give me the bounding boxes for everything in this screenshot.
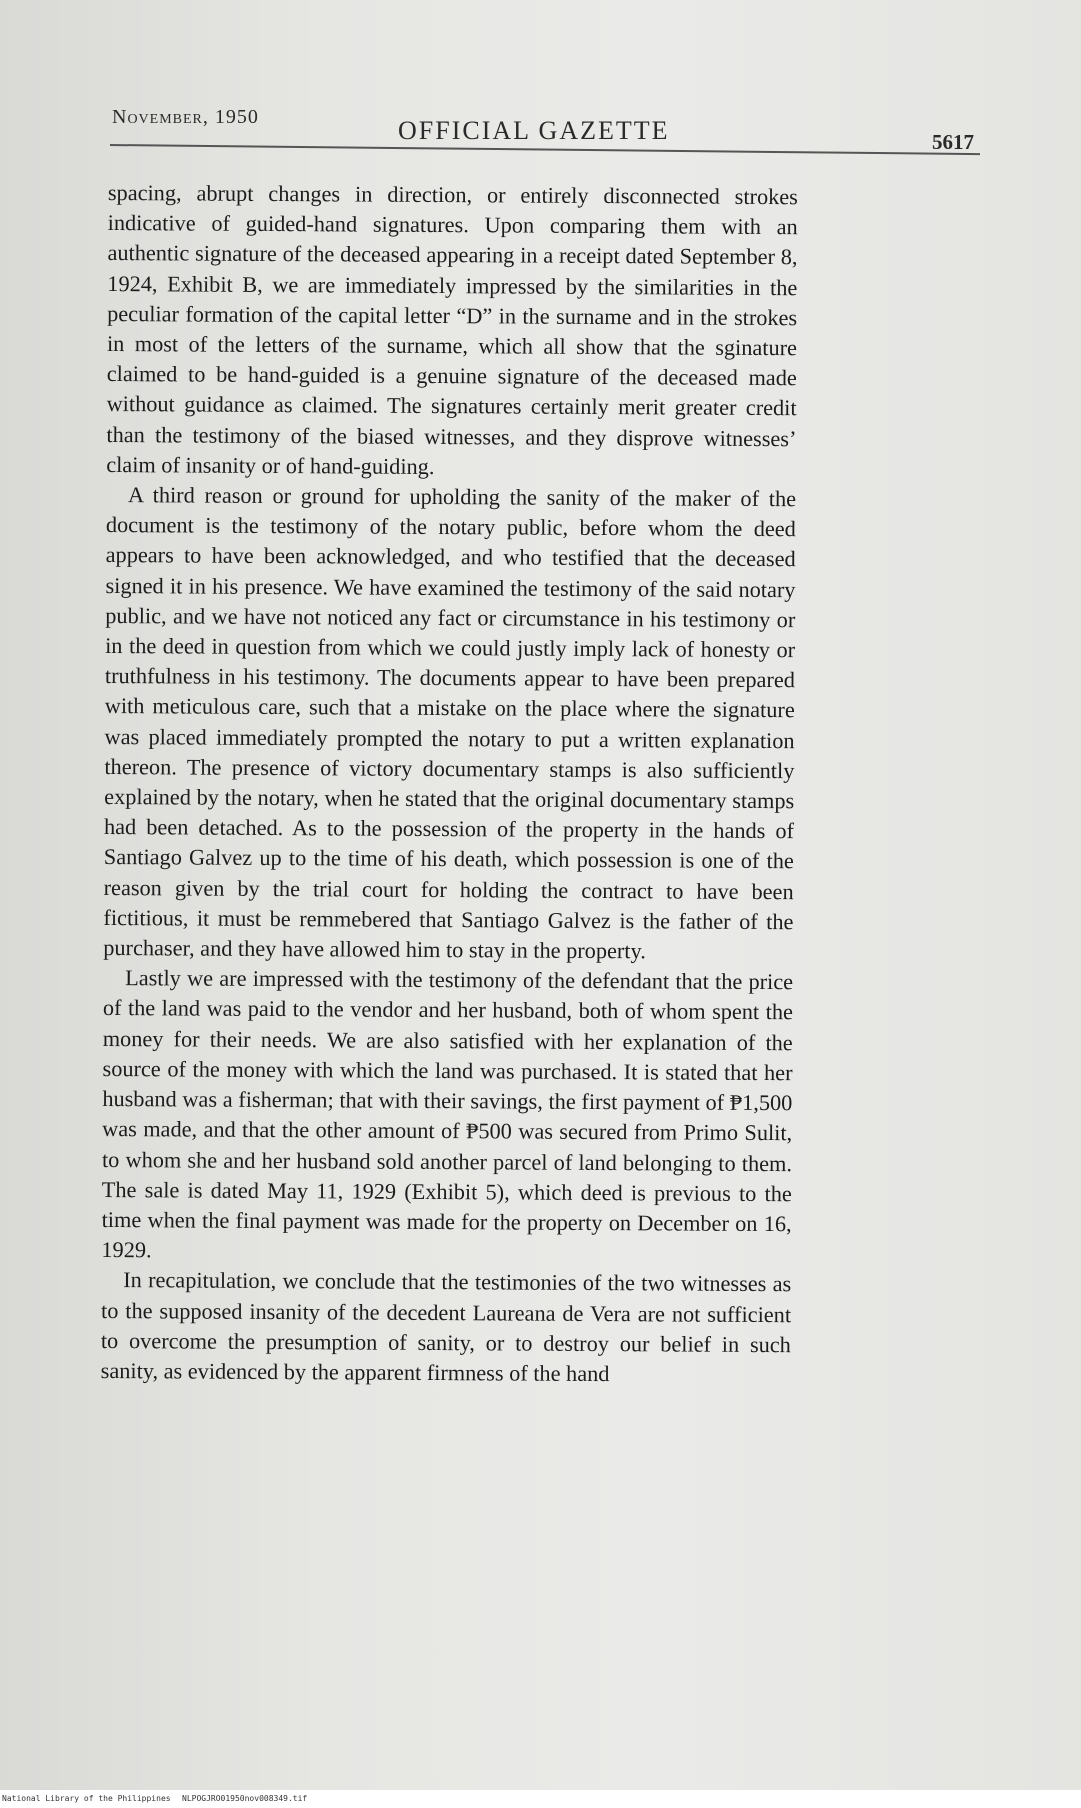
header-date: November, 1950 [112, 106, 259, 128]
footer-library: National Library of the Philippines [2, 1794, 171, 1803]
paragraph-4: In recapitulation, we conclude that the testimonies of the two witnesses as to the supposed insanity of the decedent Laureana de Vera are not sufficient to overcome the presumption of sanity, or to destroy our belief in such sanity, as evidenced by the apparent firmness of the hand [100, 1267, 792, 1387]
footer-filename: NLPOGJRO01950nov008349.tif [182, 1794, 308, 1803]
paragraph-1: spacing, abrupt changes in direction, or entirely disconnected strokes indicative of guided-hand signatures. Upon comparing them with an authentic signature of the deceased appearing in a receipt dated September 8, 1924, Exhibit B, we are immediately impressed by the similarities in the peculiar formation of the capital letter “D” in the surname and in the strokes in most of the letters of the surname, which all show that the sginature claimed to be hand-guided is a genuine signature of the deceased made without guidance as claimed. The signatures certainly merit greater credit than the testimony of the biased witnesses, and they disprove witnesses’ claim of insanity or of hand-guiding. [106, 179, 798, 479]
paragraph-2: A third reason or ground for upholding the sanity of the maker of the document is the testimony of the notary public, before whom the deed appears to have been acknowledged, and who testified that the deceased signed it in his presence. We have examined the testimony of the said notary public, and we have not noticed any fact or circumstance in his testimony or in the deed in question from which we could justly imply lack of honesty or truthfulness in his testimony. The documents appear to have been prepared with meticulous care, such that a mistake on the place where the signature was placed immediately prompted the notary to put a written explanation thereon. The presence of victory documentary stamps is also sufficiently explained by the notary, when he stated that the original documentary stamps had been detached. As to the possession of the property in the hands of Santiago Galvez up to the time of his death, which possession is one of the reason given by the trial court for holding the contract to have been fictitious, it must be remmebered that Santiago Galvez is the father of the purchaser, and they have allowed him to stay in the property. [103, 482, 797, 964]
scan-footer [0, 1790, 1081, 1808]
body-text [101, 178, 798, 1390]
page-number: 5617 [932, 130, 974, 154]
paragraph-3: Lastly we are impressed with the testimony of the defendant that the price of the land was paid to the vendor and her husband, both of whom spent the money for their needs. We are also satisfied with her explanation of the source of the money with which the land was purchased. It is stated that her husband was a fisherman; that with their savings, the first payment of ₱1,500 was made, and that the other amount of ₱500 was secured from Primo Sulit, to whom she and her husband sold another parcel of land belonging to them. The sale is dated May 11, 1929 (Exhibit 5), which deed is previous to the time when the final payment was made for the property on December on 16, 1929. [101, 965, 794, 1263]
header-title: OFFICIAL GAZETTE [398, 116, 670, 145]
